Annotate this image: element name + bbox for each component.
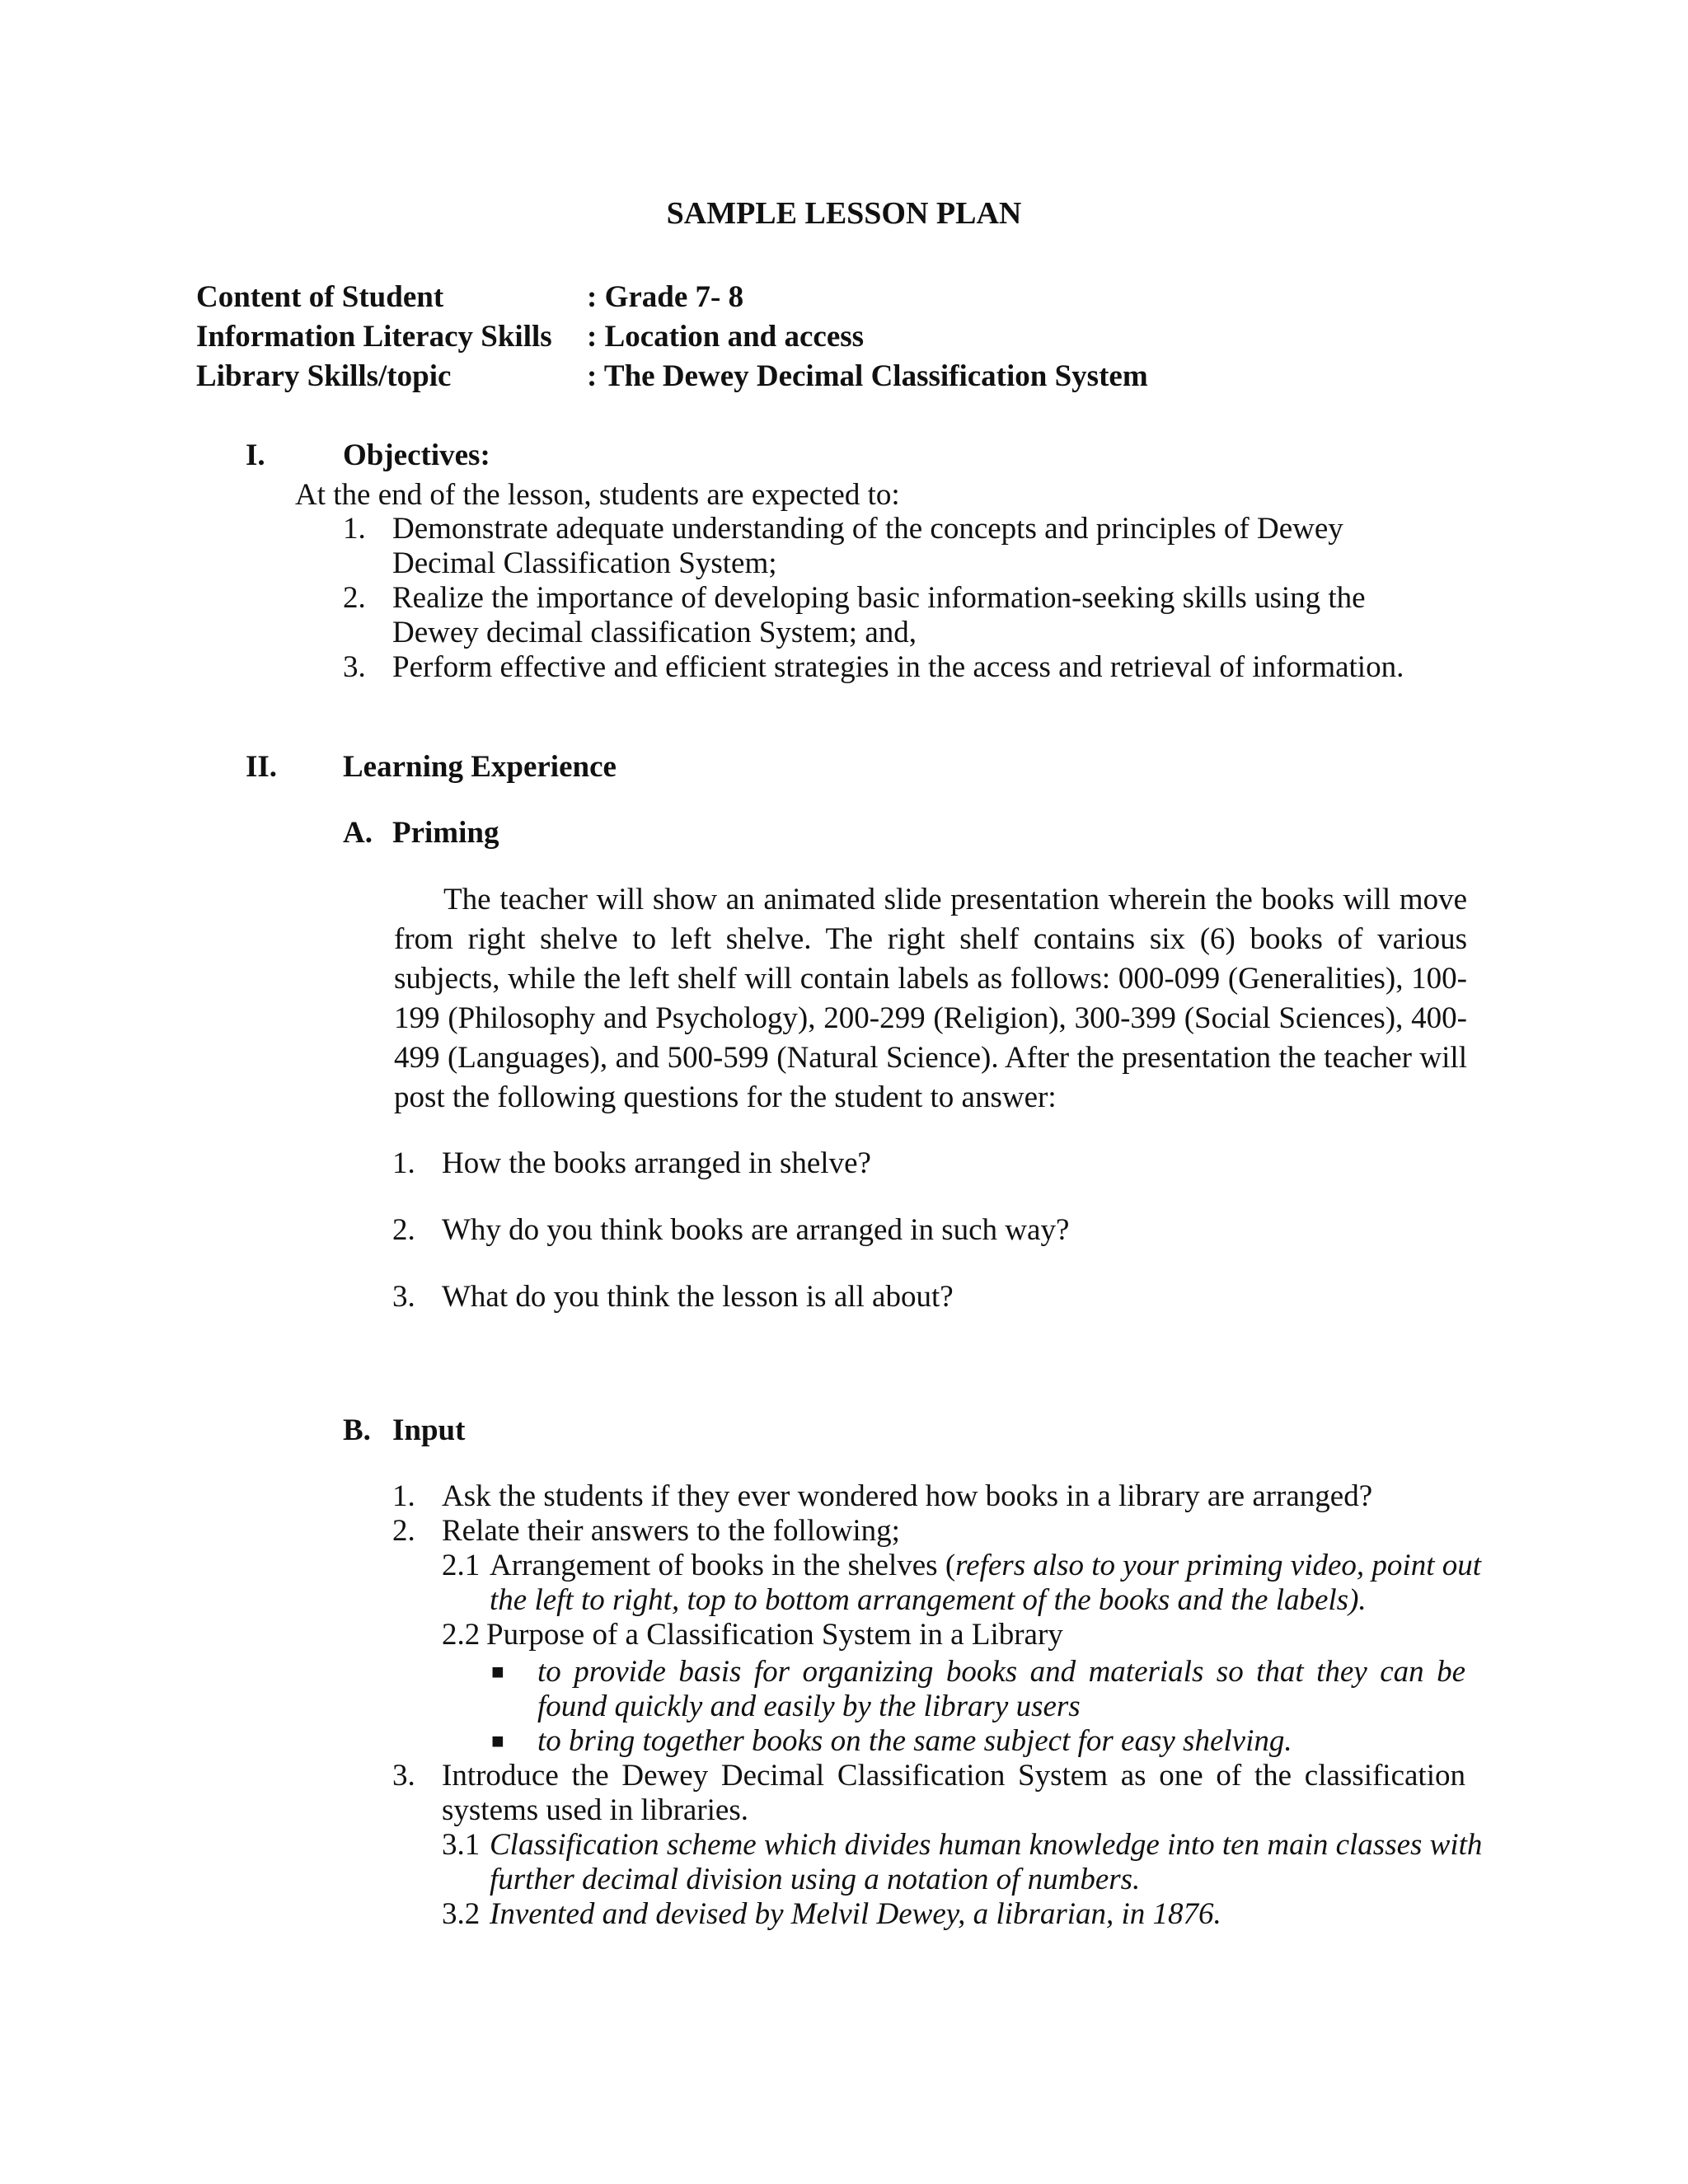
question-text: How the books arranged in shelve?	[442, 1146, 871, 1180]
header-label-skills: Information Literacy Skills	[196, 320, 552, 354]
objective-text: Perform effective and efficient strategies in the access and retrieval of information.	[392, 650, 1404, 684]
sub-item-number: 3.1	[442, 1828, 481, 1862]
input-number: 1.	[392, 1479, 415, 1513]
header-label-topic: Library Skills/topic	[196, 359, 452, 393]
subsection-heading-priming: Priming	[392, 816, 499, 850]
sub-item-text: Classification scheme which divides human knowledge into ten main classes with	[490, 1828, 1483, 1862]
objective-number: 2.	[343, 581, 366, 615]
input-text: Relate their answers to the following;	[442, 1514, 900, 1548]
objective-text-cont: Decimal Classification System;	[392, 546, 777, 580]
objective-text-cont: Dewey decimal classification System; and,	[392, 616, 917, 649]
square-bullet-icon: ■	[491, 1729, 504, 1753]
header-label-content: Content of Student	[196, 280, 444, 314]
question-text: What do you think the lesson is all about?	[442, 1280, 954, 1314]
sub-item-text: Invented and devised by Melvil Dewey, a librarian, in 1876.	[490, 1897, 1221, 1931]
section-numeral-learning: II.	[246, 750, 278, 784]
header-value-topic: : The Dewey Decimal Classification System	[587, 359, 1148, 393]
bullet-text-cont: found quickly and easily by the library users	[537, 1690, 1081, 1723]
priming-paragraph: The teacher will show an animated slide presentation wherein the books will move from right shelve to left shelve. The right shelf contains six (6) books of various subjects, while the left shelf will contain labels as follows: 000-099 (Generalities), 100-199 (Philosophy and Psychology), 200-299 (Religion), 300-399 (Social Sciences), 400-499 (Languages), and 500-599 (Natural Science). After the presentation the teacher will post the following questions for the student to answer:	[394, 883, 1467, 1114]
sub-item-number: 2.1	[442, 1549, 481, 1582]
objective-text: Realize the importance of developing basic information-seeking skills using the	[392, 581, 1366, 615]
input-text-cont: systems used in libraries.	[442, 1793, 749, 1827]
question-number: 3.	[392, 1280, 415, 1314]
subsection-letter-input: B.	[343, 1413, 371, 1447]
input-number: 2.	[392, 1514, 415, 1548]
objective-number: 1.	[343, 512, 366, 546]
subsection-letter-priming: A.	[343, 816, 373, 850]
section-numeral-objectives: I.	[246, 438, 265, 472]
question-text: Why do you think books are arranged in such way?	[442, 1213, 1070, 1247]
input-text: Introduce the Dewey Decimal Classification System as one of the classification	[442, 1759, 1465, 1793]
sub-item-text	[490, 1548, 1481, 1584]
square-bullet-icon: ■	[491, 1660, 504, 1684]
bullet-text: to provide basis for organizing books and materials so that they can be	[537, 1655, 1465, 1689]
page-title: SAMPLE LESSON PLAN	[666, 196, 1022, 231]
sub-item-number: 2.2	[442, 1618, 481, 1652]
objective-number: 3.	[343, 650, 366, 684]
question-number: 1.	[392, 1146, 415, 1180]
header-value-content: : Grade 7- 8	[587, 280, 744, 314]
header-value-skills: : Location and access	[587, 320, 865, 354]
subsection-heading-input: Input	[392, 1413, 466, 1447]
sub-item-text: Purpose of a Classification System in a Library	[486, 1618, 1063, 1652]
sub-item-text-normal: Arrangement of books in the shelves (	[490, 1549, 956, 1582]
section-heading-learning: Learning Experience	[343, 750, 617, 784]
sub-item-text-cont: further decimal division using a notation of numbers.	[490, 1863, 1141, 1896]
section-heading-objectives: Objectives:	[343, 438, 490, 472]
sub-item-text-italic: refers also to your priming video, point out	[955, 1549, 1482, 1582]
bullet-text: to bring together books on the same subject for easy shelving.	[537, 1724, 1292, 1758]
sub-item-number: 3.2	[442, 1897, 481, 1931]
sub-item-text-cont: the left to right, top to bottom arrangement of the books and the labels).	[490, 1583, 1367, 1617]
objectives-intro: At the end of the lesson, students are expected to:	[295, 478, 900, 512]
question-number: 2.	[392, 1213, 415, 1247]
input-number: 3.	[392, 1759, 415, 1793]
input-text: Ask the students if they ever wondered how books in a library are arranged?	[442, 1479, 1373, 1513]
objective-text: Demonstrate adequate understanding of the concepts and principles of Dewey	[392, 512, 1343, 546]
